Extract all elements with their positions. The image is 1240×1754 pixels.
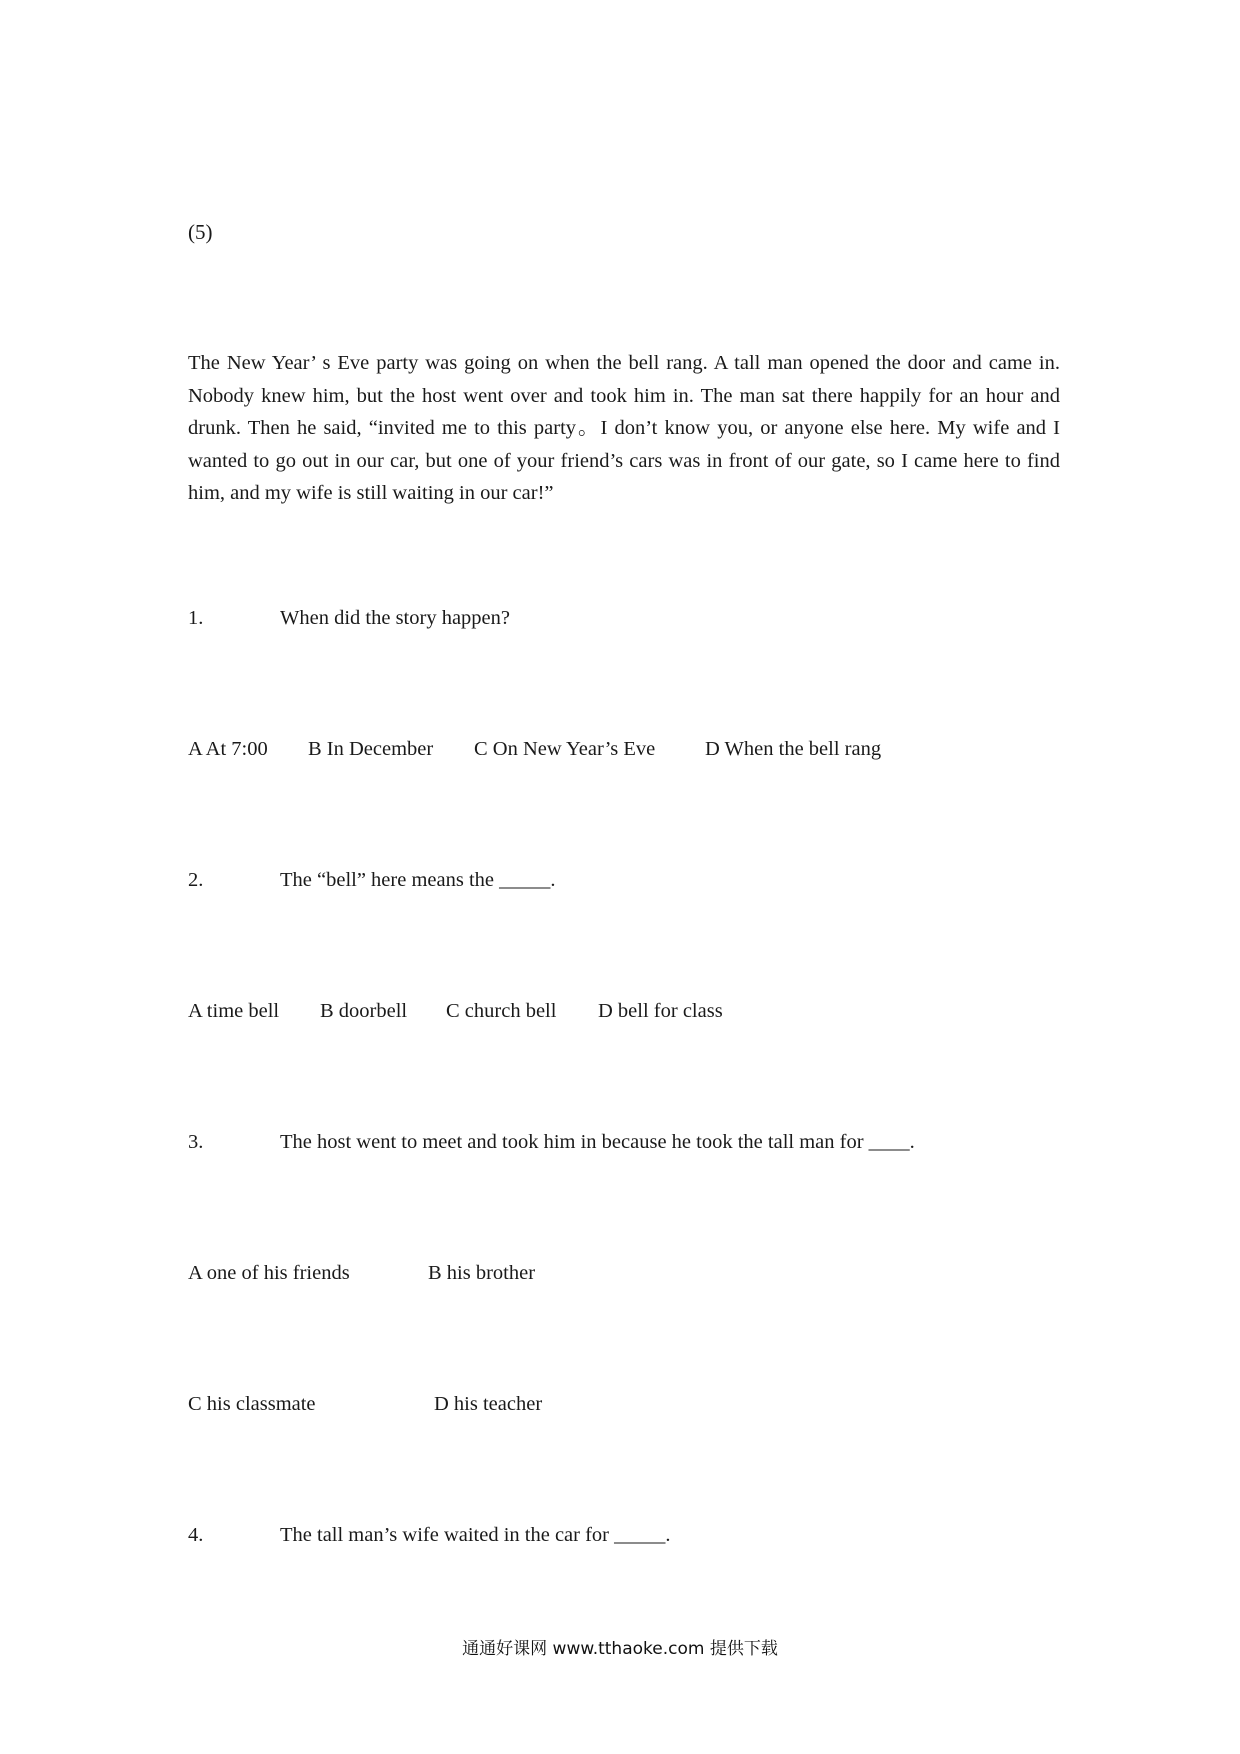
option-a: A one of his friends xyxy=(188,1262,350,1284)
option-c: C church bell xyxy=(446,1000,557,1022)
option-a: A At 7:00 xyxy=(188,738,268,760)
question-text: The host went to meet and took him in because he took the tall man for ____. xyxy=(280,1131,915,1153)
question-4 xyxy=(188,1524,671,1547)
question-text: When did the story happen? xyxy=(280,607,510,629)
question-number: 3. xyxy=(188,1131,204,1153)
passage-text: The New Year’ s Eve party was going on when the bell rang. A tall man opened the door and came in. Nobody knew him, but the host went over and took him in. The man sat there happily for an hour and drunk. Then he said, “invited me to this party。I don’t know you, or anyone else here. My wife and I wanted to go out in our car, but one of your friend’s cars was in front of our gate, so I came here to find him, and my wife is still waiting in our car!” xyxy=(188,352,1060,504)
question-1 xyxy=(188,607,510,630)
question-2 xyxy=(188,869,556,892)
option-c: C his classmate xyxy=(188,1393,316,1415)
option-b: B his brother xyxy=(428,1262,536,1284)
option-b: B doorbell xyxy=(320,1000,408,1022)
question-3 xyxy=(188,1131,915,1154)
question-number: 1. xyxy=(188,607,204,629)
question-number: 2. xyxy=(188,869,204,891)
question-number: 4. xyxy=(188,1524,204,1546)
option-b: B In December xyxy=(308,738,434,760)
option-d: D his teacher xyxy=(434,1393,543,1415)
reading-passage xyxy=(188,347,1060,510)
question-text: The “bell” here means the _____. xyxy=(280,869,556,891)
section-label: (5) xyxy=(188,220,213,244)
option-c: C On New Year’s Eve xyxy=(474,738,656,760)
question-text: The tall man’s wife waited in the car for _____. xyxy=(280,1524,671,1546)
option-d: D When the bell rang xyxy=(705,738,882,760)
footer-download-note: 通通好课网 www.tthaoke.com 提供下载 xyxy=(462,1639,778,1659)
option-a: A time bell xyxy=(188,1000,280,1022)
option-d: D bell for class xyxy=(598,1000,723,1022)
